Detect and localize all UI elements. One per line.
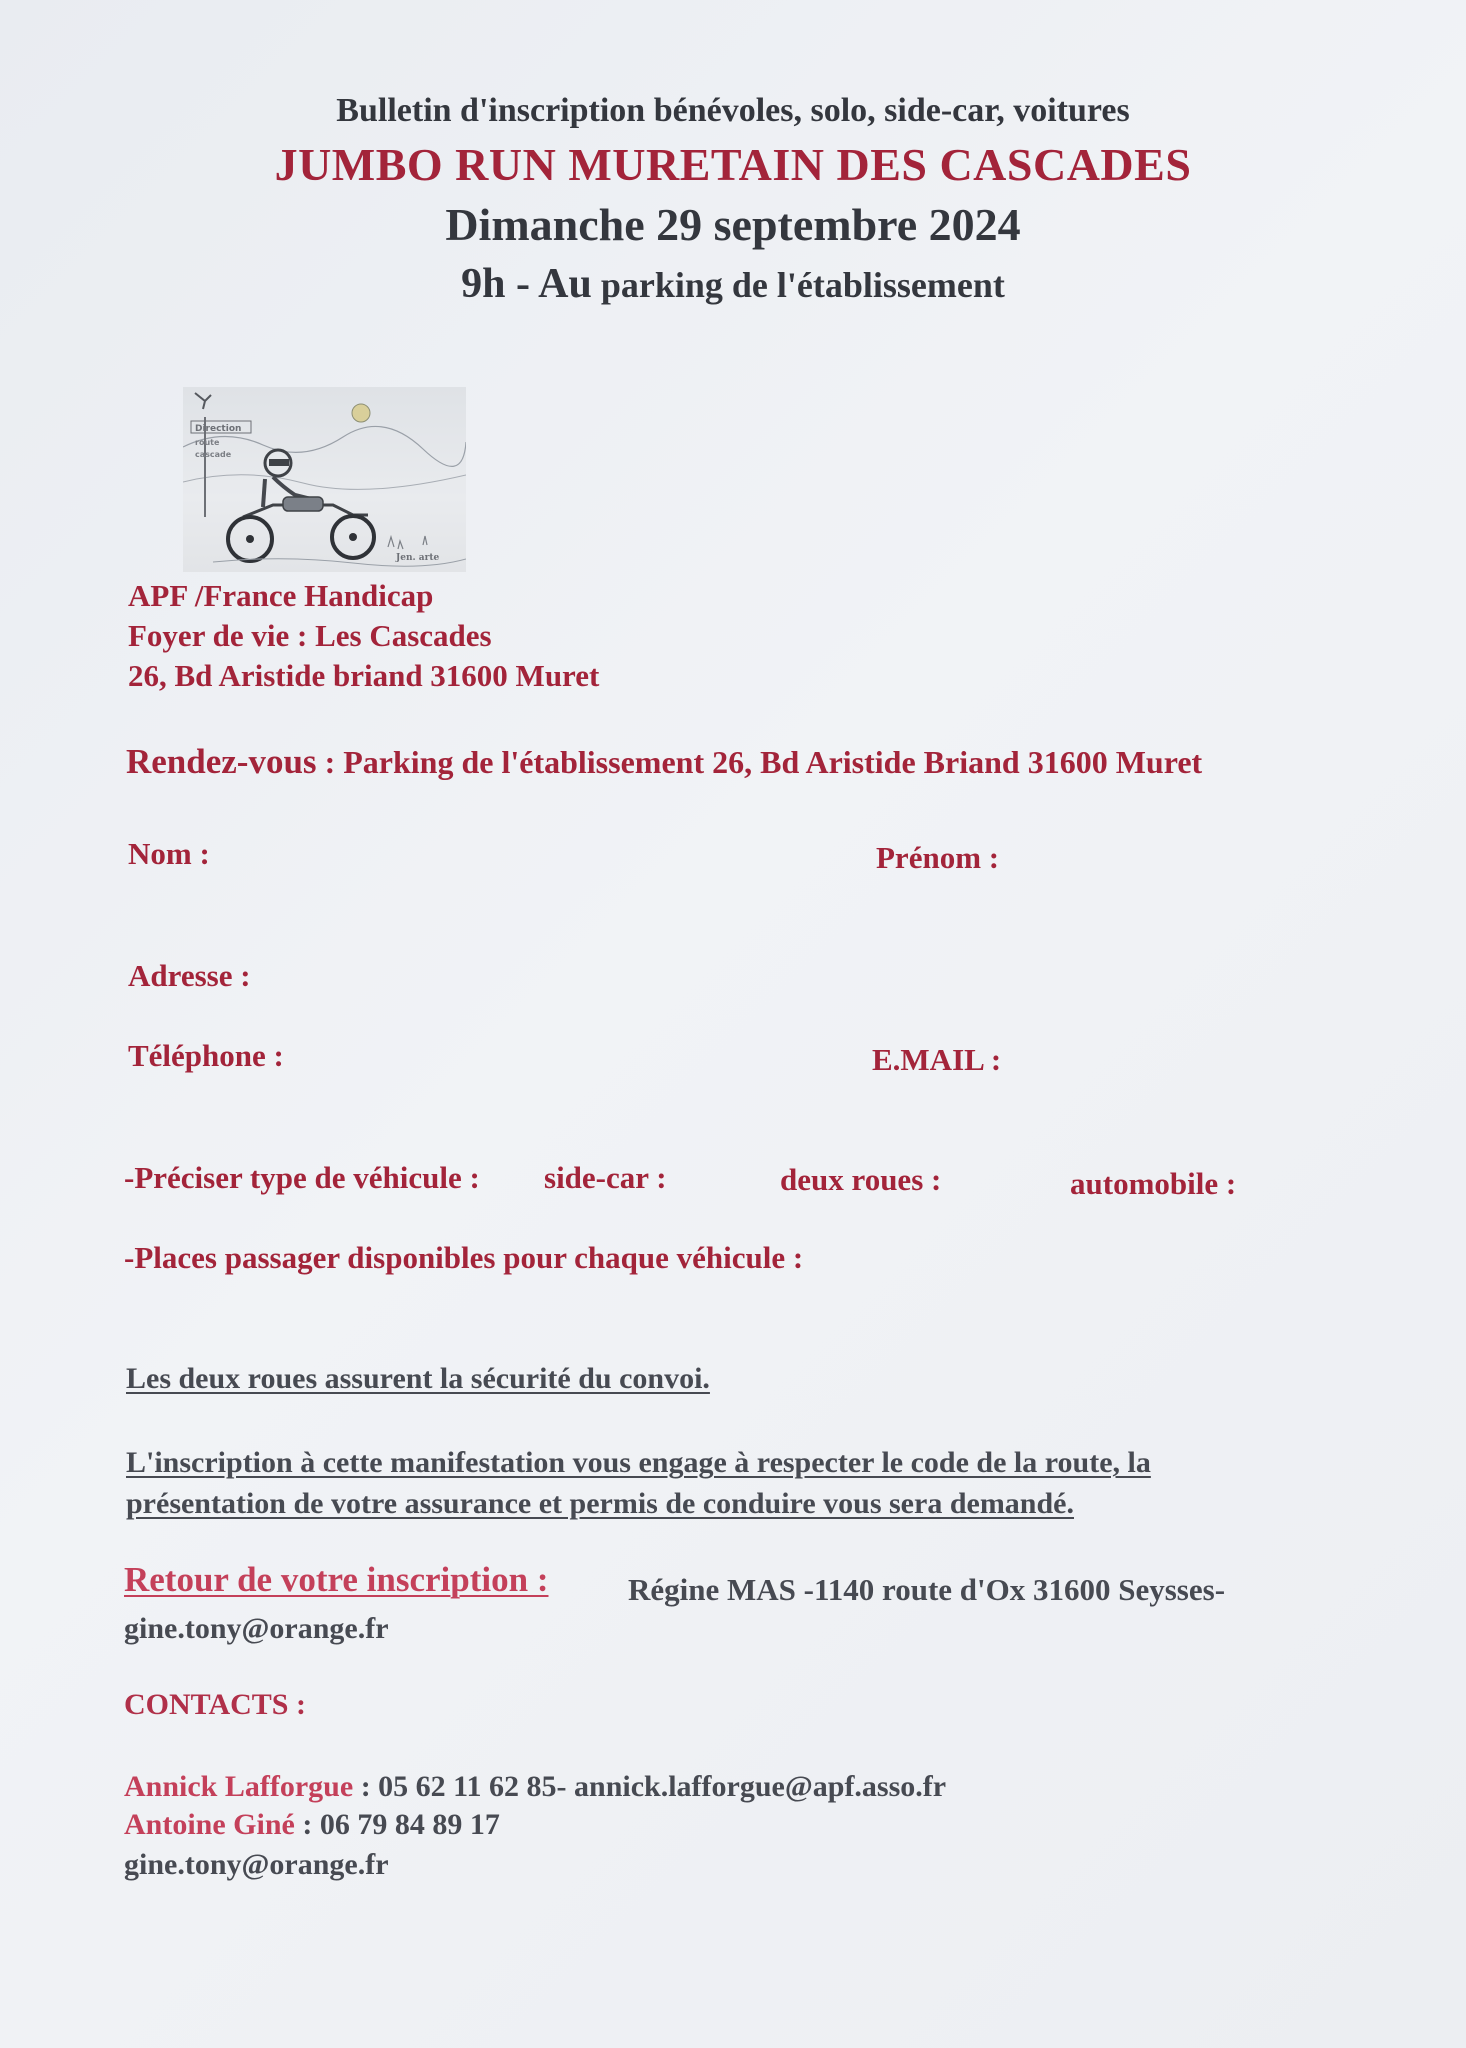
return-address: Régine MAS -1140 route d'Ox 31600 Seysses- (628, 1572, 1226, 1607)
rules-note-line-2: présentation de votre assurance et permis de conduire vous sera demandé. (126, 1487, 1074, 1520)
vehicle-two-wheels-option: deux roues : (780, 1162, 942, 1197)
contact-1 (124, 1770, 946, 1804)
sign-line-1: Direction (195, 424, 242, 434)
organizer-foyer: Foyer de vie : Les Cascades (128, 618, 492, 653)
form-subtitle: Bulletin d'inscription bénévoles, solo, side-car, voitures (336, 92, 1130, 129)
event-title: JUMBO RUN MURETAIN DES CASCADES (274, 139, 1192, 190)
place-au: Au (538, 261, 592, 307)
field-adresse-label: Adresse : (128, 958, 251, 993)
contact-1-name: Annick Lafforgue (124, 1770, 354, 1803)
contacts-heading: CONTACTS : (124, 1688, 306, 1721)
motorcycle-sketch-image (183, 387, 466, 572)
contact-2-name: Antoine Giné (124, 1808, 295, 1841)
meeting-text: : Parking de l'établissement 26, Bd Aristide Briand 31600 Muret (316, 744, 1203, 780)
meeting-label: Rendez-vous (126, 742, 317, 781)
vehicle-automobile-option: automobile : (1070, 1166, 1237, 1201)
security-note: Les deux roues assurent la sécurité du convoi. (126, 1362, 710, 1395)
field-prenom-label: Prénom : (876, 840, 1000, 875)
sign-line-3: cascade (195, 450, 232, 459)
contact-2-details: : 06 79 84 89 17 (294, 1808, 500, 1841)
passenger-seats-label: -Places passager disponibles pour chaque véhicule : (124, 1240, 804, 1275)
contact-3-email: gine.tony@orange.fr (124, 1848, 389, 1881)
organizer-address: 26, Bd Aristide briand 31600 Muret (128, 658, 600, 693)
event-time-place (0, 260, 1466, 308)
contact-2 (124, 1808, 500, 1842)
field-nom-label: Nom : (128, 836, 210, 871)
motorcycle-sketch-icon (183, 387, 466, 572)
event-date: Dimanche 29 septembre 2024 (445, 199, 1021, 250)
rules-note-line-1: L'inscription à cette manifestation vous engage à respecter le code de la route, la (126, 1446, 1151, 1479)
sketch-signature: Jen. arte (396, 553, 440, 563)
sign-line-2: route (195, 438, 220, 447)
time-separator: - (505, 261, 539, 307)
event-time: 9h (461, 261, 506, 307)
return-email: gine.tony@orange.fr (124, 1612, 389, 1645)
place-text: parking de l'établissement (591, 265, 1005, 305)
organizer-name: APF /France Handicap (128, 578, 434, 613)
field-email-label: E.MAIL : (872, 1042, 1002, 1077)
field-telephone-label: Téléphone : (128, 1038, 284, 1073)
return-label: Retour de votre inscription : (124, 1560, 549, 1599)
rules-note (126, 1442, 1151, 1524)
vehicle-sidecar-option: side-car : (544, 1160, 667, 1195)
vehicle-type-label: -Préciser type de véhicule : (124, 1160, 480, 1195)
meeting-point (126, 742, 1202, 782)
contact-1-details: : 05 62 11 62 85- annick.lafforgue@apf.asso.fr (353, 1770, 947, 1803)
